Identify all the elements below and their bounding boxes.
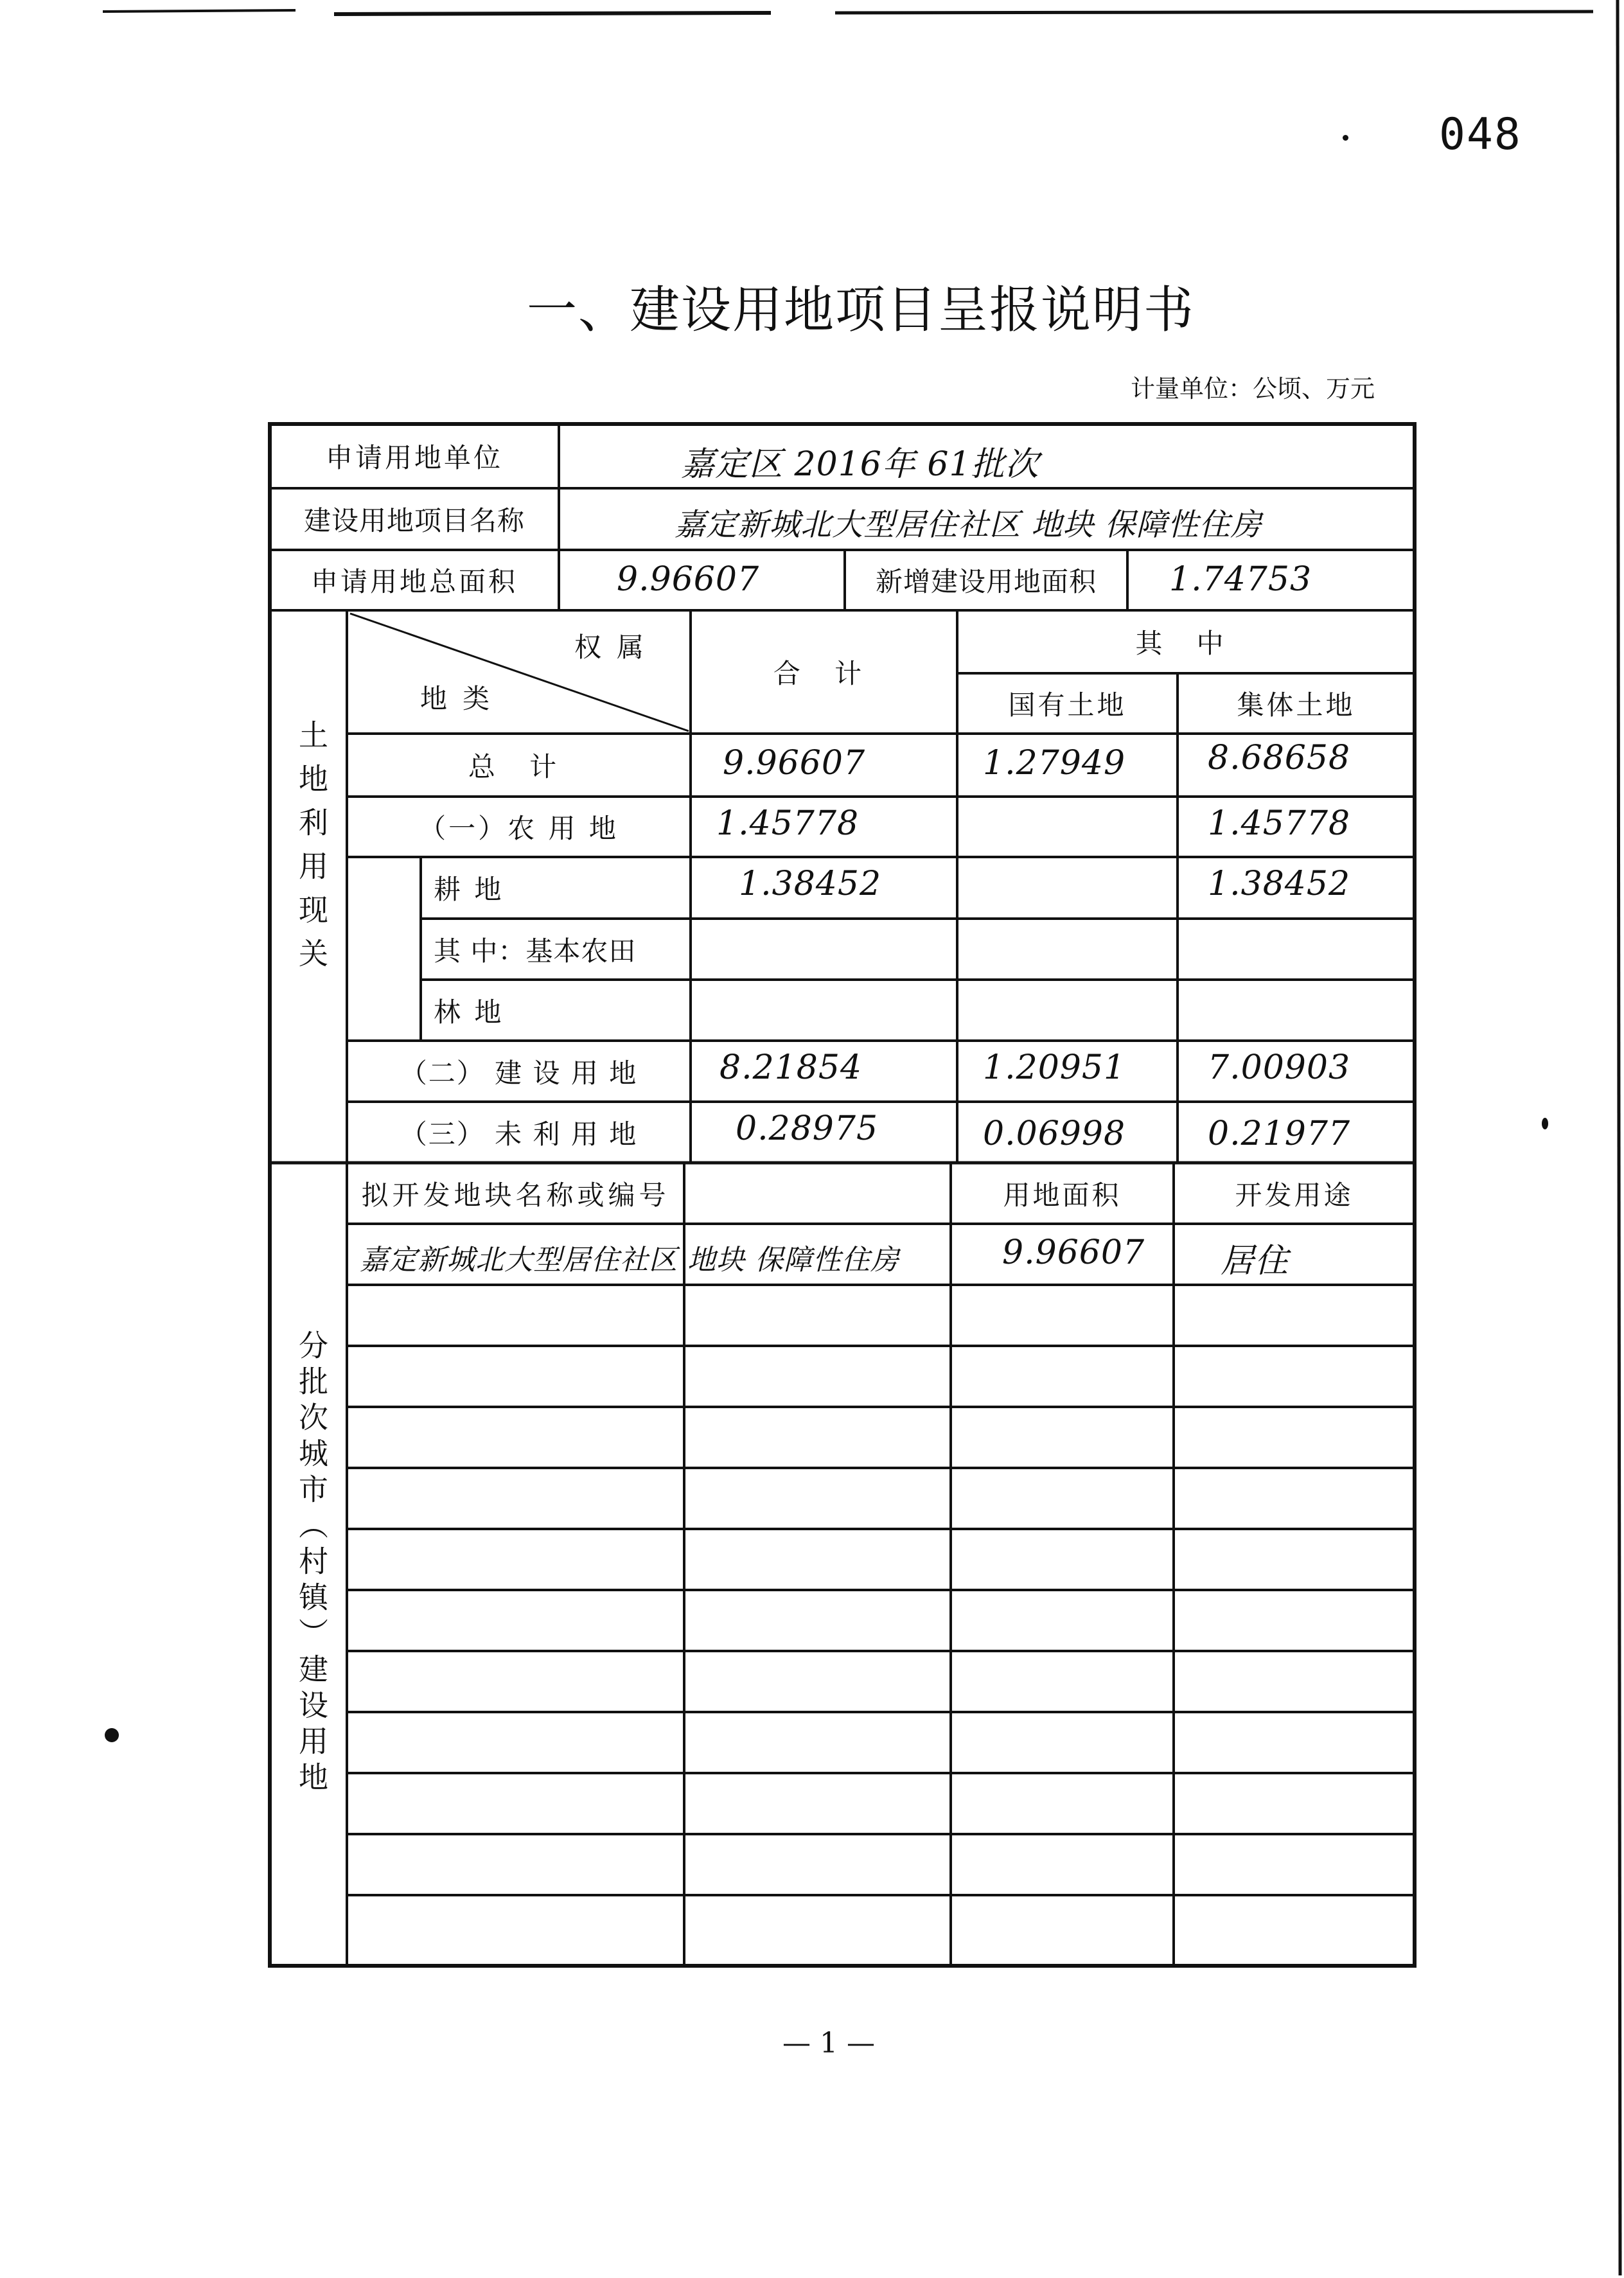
batch-section-label: 分批次城市（村镇）建设用地 xyxy=(294,1330,329,1797)
state-land-header: 国有土地 xyxy=(1008,689,1127,721)
total-sum-value: 9.96607 xyxy=(723,744,866,782)
row-agricultural-label: （一）农 用 地 xyxy=(419,813,619,844)
collective-land-header: 集体土地 xyxy=(1237,689,1355,721)
applicant-label: 申请用地单位 xyxy=(325,442,503,473)
row-construction-label: （二） 建 设 用 地 xyxy=(400,1057,638,1089)
land-type-header: 地类 xyxy=(419,683,505,714)
row-cultivated-label: 耕 地 xyxy=(434,874,504,905)
project-name-label: 建设用地项目名称 xyxy=(303,505,525,536)
plot-use-header: 开发用途 xyxy=(1235,1179,1354,1211)
applicant-value: 嘉定区 2016年 61批次 xyxy=(681,445,1039,484)
total-collective-value: 8.68658 xyxy=(1208,739,1351,777)
total-area-label: 申请用地总面积 xyxy=(310,566,518,597)
construction-sum-value: 8.21854 xyxy=(719,1048,863,1087)
total-state-value: 1.27949 xyxy=(983,744,1126,782)
cultivated-sum-value: 1.38452 xyxy=(739,865,882,903)
cultivated-collective-value: 1.38452 xyxy=(1208,865,1351,903)
project-name-value: 嘉定新城北大型居住社区 地块 保障性住房 xyxy=(675,507,1262,543)
new-area-value: 1.74753 xyxy=(1169,560,1312,599)
total-area-value: 9.96607 xyxy=(617,560,760,599)
construction-collective-value: 7.00903 xyxy=(1208,1048,1351,1087)
row-basic-farmland-label: 其 中：基本农田 xyxy=(434,935,637,967)
plot-name-value: 嘉定新城北大型居住社区 地块 保障性住房 xyxy=(360,1244,899,1276)
plot-use-value: 居住 xyxy=(1221,1242,1289,1280)
page-footer: — 1 — xyxy=(782,2027,875,2060)
plot-area-header: 用地面积 xyxy=(1003,1179,1122,1211)
of-which-header: 其 中 xyxy=(1135,628,1237,659)
unit-note: 计量单位：公顷、万元 xyxy=(1131,375,1375,403)
sum-header: 合 计 xyxy=(773,658,875,689)
ownership-header: 权属 xyxy=(574,631,659,663)
page-number: 048 xyxy=(1439,109,1522,160)
unused-collective-value: 0.21977 xyxy=(1208,1115,1351,1153)
row-unused-label: （三） 未 利 用 地 xyxy=(400,1118,638,1150)
unused-sum-value: 0.28975 xyxy=(736,1109,879,1148)
new-area-label: 新增建设用地面积 xyxy=(875,566,1097,597)
plot-name-header: 拟开发地块名称或编号 xyxy=(361,1179,670,1211)
unused-state-value: 0.06998 xyxy=(983,1115,1126,1153)
page-title: 一、建设用地项目呈报说明书 xyxy=(527,281,1196,339)
construction-state-value: 1.20951 xyxy=(983,1048,1126,1087)
land-status-section-label: 土地利用现关 xyxy=(294,720,329,982)
agricultural-sum-value: 1.45778 xyxy=(716,804,860,843)
row-forest-label: 林 地 xyxy=(434,996,504,1028)
agricultural-collective-value: 1.45778 xyxy=(1208,804,1351,843)
row-total-label: 总 计 xyxy=(468,751,570,782)
plot-area-value: 9.96607 xyxy=(1002,1233,1145,1272)
